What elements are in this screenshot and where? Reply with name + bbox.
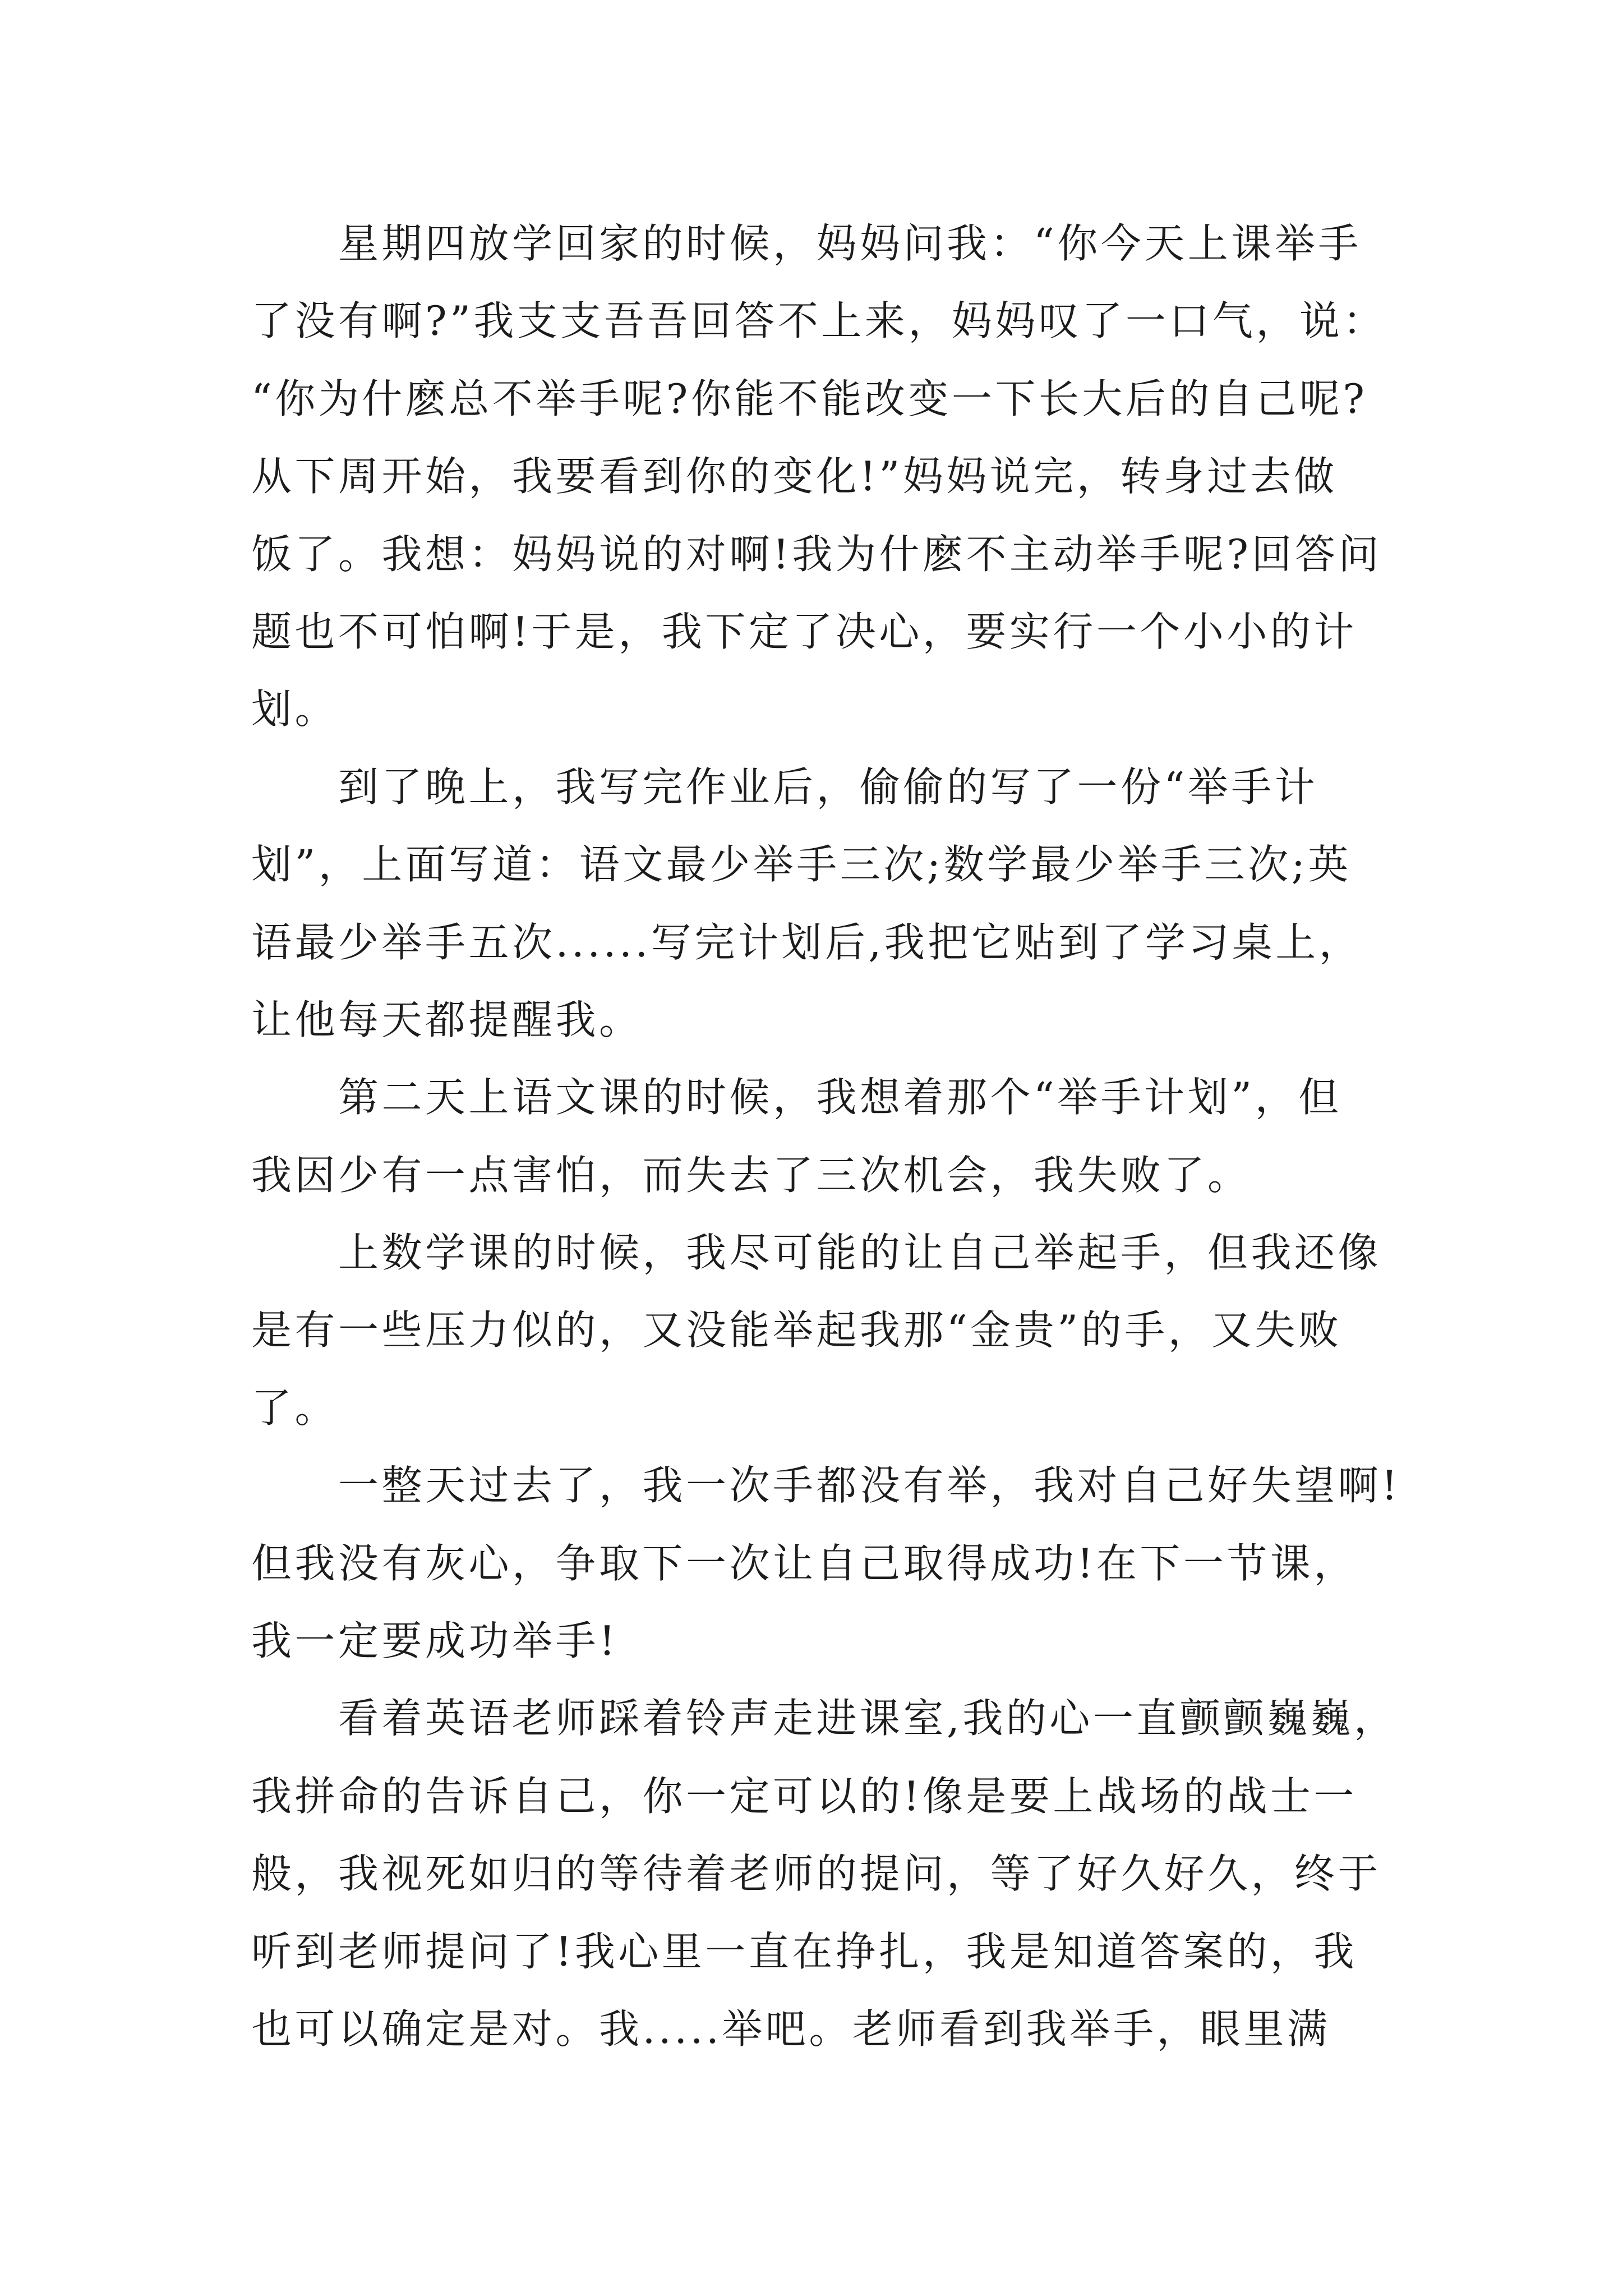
text-line: 划”，上面写道：语文最少举手三次;数学最少举手三次;英 bbox=[251, 841, 1352, 889]
text-line: 但我没有灰心，争取下一次让自己取得成功!在下一节课， bbox=[251, 1539, 1357, 1587]
text-line: 第二天上语文课的时候，我想着那个“举手计划”，但 bbox=[338, 1074, 1342, 1121]
text-line: 星期四放学回家的时候，妈妈问我：“你今天上课举手 bbox=[338, 220, 1362, 267]
paragraph bbox=[251, 1059, 1457, 1214]
text-line: 让他每天都提醒我。 bbox=[251, 996, 643, 1043]
text-line: 般，我视死如归的等待着老师的提问，等了好久好久，终于 bbox=[251, 1850, 1382, 1898]
text-line: 一整天过去了，我一次手都没有举，我对自己好失望啊! bbox=[338, 1462, 1401, 1510]
text-line: 题也不可怕啊!于是，我下定了决心，要实行一个小小的计 bbox=[251, 608, 1357, 655]
text-line: 我因少有一点害怕，而失去了三次机会，我失败了。 bbox=[251, 1151, 1251, 1199]
text-line: 到了晚上，我写完作业后，偷偷的写了一份“举手计 bbox=[338, 763, 1318, 811]
text-line: 是有一些压力似的，又没能举起我那“金贵”的手，又失败 bbox=[251, 1306, 1342, 1354]
text-line: 看着英语老师踩着铃声走进课室,我的心一直颤颤巍巍， bbox=[338, 1695, 1398, 1742]
text-line: 从下周开始，我要看到你的变化!”妈妈说完，转身过去做 bbox=[251, 453, 1338, 500]
text-line: 也可以确定是对。我.....举吧。老师看到我举手，眼里满 bbox=[251, 2005, 1331, 2053]
paragraph bbox=[251, 1680, 1457, 2068]
text-line: 了没有啊?”我支支吾吾回答不上来，妈妈叹了一口气，说： bbox=[251, 297, 1386, 345]
text-line: 了。 bbox=[251, 1384, 339, 1432]
paragraph bbox=[251, 748, 1457, 1059]
paragraph bbox=[251, 205, 1457, 748]
text-line: 饭了。我想：妈妈说的对啊!我为什麽不主动举手呢?回答问 bbox=[251, 530, 1382, 578]
text-line: 语最少举手五次......写完计划后,我把它贴到了学习桌上， bbox=[251, 918, 1363, 966]
text-line: 听到老师提问了!我心里一直在挣扎，我是知道答案的，我 bbox=[251, 1927, 1357, 1975]
text-line: 我一定要成功举手! bbox=[251, 1617, 619, 1665]
text-line: 我拼命的告诉自己，你一定可以的!像是要上战场的战士一 bbox=[251, 1772, 1357, 1820]
paragraph bbox=[251, 1447, 1457, 1680]
text-line: “你为什麽总不举手呢?你能不能改变一下长大后的自己呢? bbox=[251, 375, 1368, 422]
text-line: 上数学课的时候，我尽可能的让自己举起手，但我还像 bbox=[338, 1229, 1382, 1277]
paragraph bbox=[251, 1214, 1457, 1447]
text-line: 划。 bbox=[251, 685, 339, 733]
document-body bbox=[251, 205, 1457, 2068]
